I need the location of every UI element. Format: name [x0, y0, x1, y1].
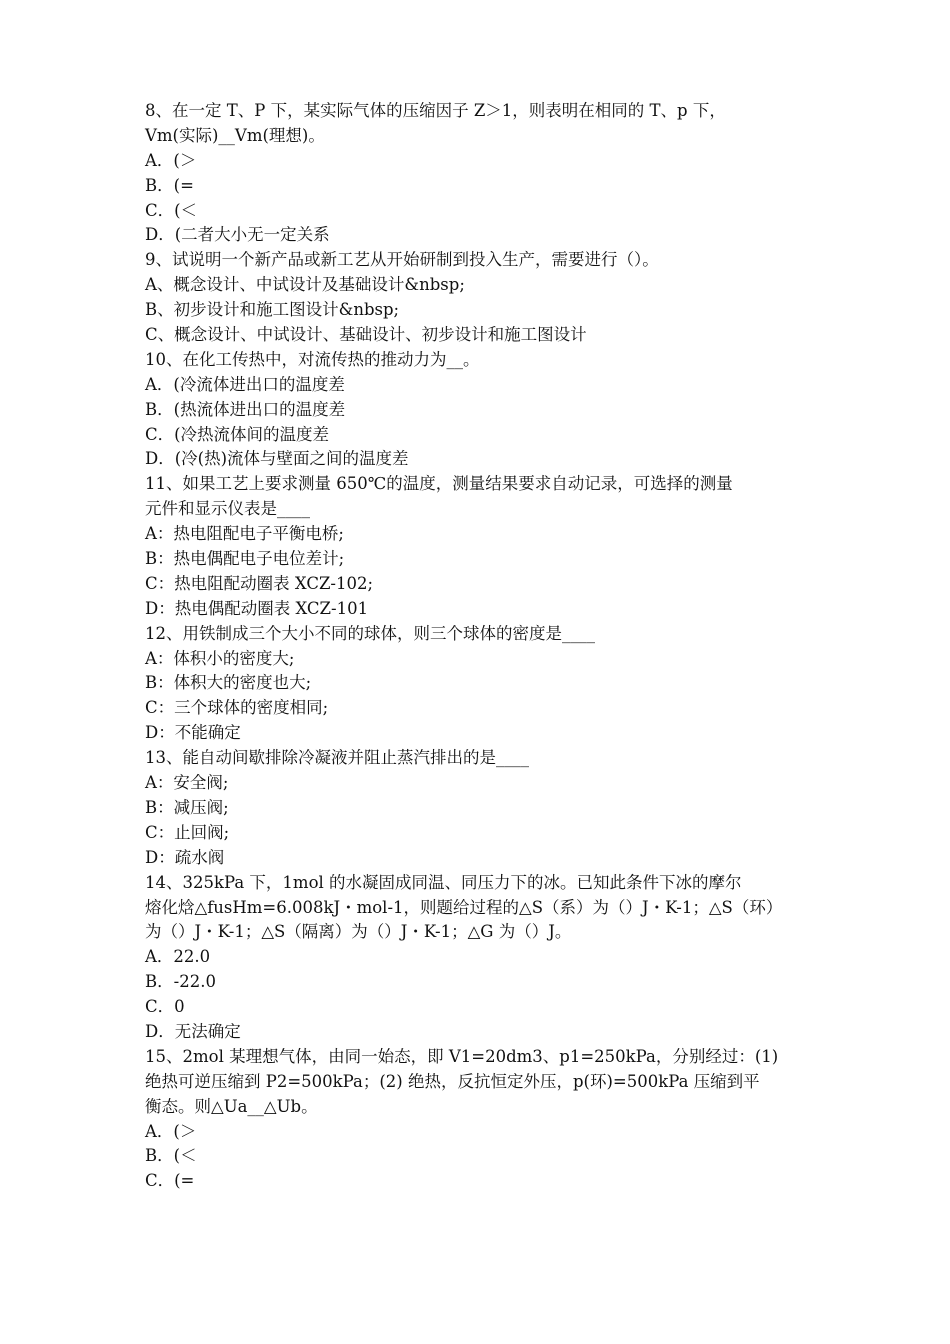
question-12 [145, 622, 810, 746]
question-text-line: 11、如果工艺上要求测量 650℃的温度，测量结果要求自动记录，可选择的测量 [145, 474, 733, 494]
option-a: A．22.0 [145, 947, 211, 967]
option-a: A：安全阀; [145, 773, 229, 793]
question-text-line: 绝热可逆压缩到 P2=500kPa；(2) 绝热，反抗恒定外压，p(环)=500kPa 压缩到平 [145, 1071, 760, 1091]
question-text-line: 熔化焓△fusHm=6.008kJ・mol-1，则题给过程的△S（系）为（）J・K-1；△S（环） [145, 897, 783, 917]
question-text-line: 衡态。则△Ua__△Ub。 [145, 1096, 318, 1116]
option-a: A．(冷流体进出口的温度差 [145, 374, 345, 394]
question-text-line: 为（）J・K-1；△S（隔离）为（）J・K-1；△G 为（）J。 [145, 922, 572, 942]
option-c: C：三个球体的密度相同; [145, 698, 329, 718]
option-d: D．无法确定 [145, 1021, 241, 1041]
option-a: A、概念设计、中试设计及基础设计&nbsp; [145, 275, 465, 295]
option-c: C：止回阀; [145, 822, 230, 842]
question-8 [145, 99, 810, 248]
question-text-line: 9、试说明一个新产品或新工艺从开始研制到投入生产，需要进行（）。 [145, 250, 659, 270]
option-c: C：热电阻配动圈表 XCZ-102; [145, 573, 374, 593]
document-page [145, 99, 810, 1194]
option-b: B．(＜ [145, 1146, 197, 1166]
option-c: C、概念设计、中试设计、基础设计、初步设计和施工图设计 [145, 325, 587, 345]
option-a: A：体积小的密度大; [145, 648, 295, 668]
option-c: C．0 [145, 997, 185, 1017]
question-text-line: 14、325kPa 下，1mol 的水凝固成同温、同压力下的冰。已知此条件下冰的摩尔 [145, 872, 742, 892]
option-b: B、初步设计和施工图设计&nbsp; [145, 300, 400, 320]
question-10 [145, 348, 810, 472]
question-15 [145, 1045, 810, 1194]
option-d: D：不能确定 [145, 723, 241, 743]
option-d: D：疏水阀 [145, 847, 225, 867]
option-c: C．(＜ [145, 200, 198, 220]
option-d: D．(二者大小无一定关系 [145, 225, 330, 245]
option-b: B．-22.0 [145, 972, 216, 992]
question-11 [145, 472, 810, 621]
question-text-line: 12、用铁制成三个大小不同的球体，则三个球体的密度是____ [145, 623, 595, 643]
option-b: B：热电偶配电子电位差计; [145, 549, 345, 569]
option-b: B：减压阀; [145, 797, 229, 817]
question-text-line: 元件和显示仪表是____ [145, 499, 310, 519]
question-9 [145, 248, 810, 348]
question-text-line: 8、在一定 T、P 下，某实际气体的压缩因子 Z＞1，则表明在相同的 T、p 下， [145, 101, 726, 120]
question-text-line: 10、在化工传热中，对流传热的推动力为__。 [145, 349, 480, 369]
option-c: C．(冷热流体间的温度差 [145, 424, 330, 444]
option-b: B．(= [145, 175, 194, 195]
option-b: B．(热流体进出口的温度差 [145, 399, 346, 419]
option-b: B：体积大的密度也大; [145, 673, 312, 693]
option-a: A：热电阻配电子平衡电桥; [145, 524, 344, 544]
question-text-line: Vm(实际)__Vm(理想)。 [145, 125, 325, 145]
option-d: D．(冷(热)流体与壁面之间的温度差 [145, 449, 409, 469]
option-d: D：热电偶配动圈表 XCZ-101 [145, 598, 369, 618]
question-text-line: 15、2mol 某理想气体，由同一始态，即 V1=20dm3、p1=250kPa，分别经过：(1) [145, 1046, 779, 1066]
option-a: A．(＞ [145, 150, 197, 170]
option-a: A．(＞ [145, 1121, 197, 1141]
question-14 [145, 871, 810, 1045]
question-13 [145, 746, 810, 870]
question-text-line: 13、能自动间歇排除冷凝液并阻止蒸汽排出的是____ [145, 748, 529, 768]
option-c: C．(= [145, 1171, 195, 1191]
